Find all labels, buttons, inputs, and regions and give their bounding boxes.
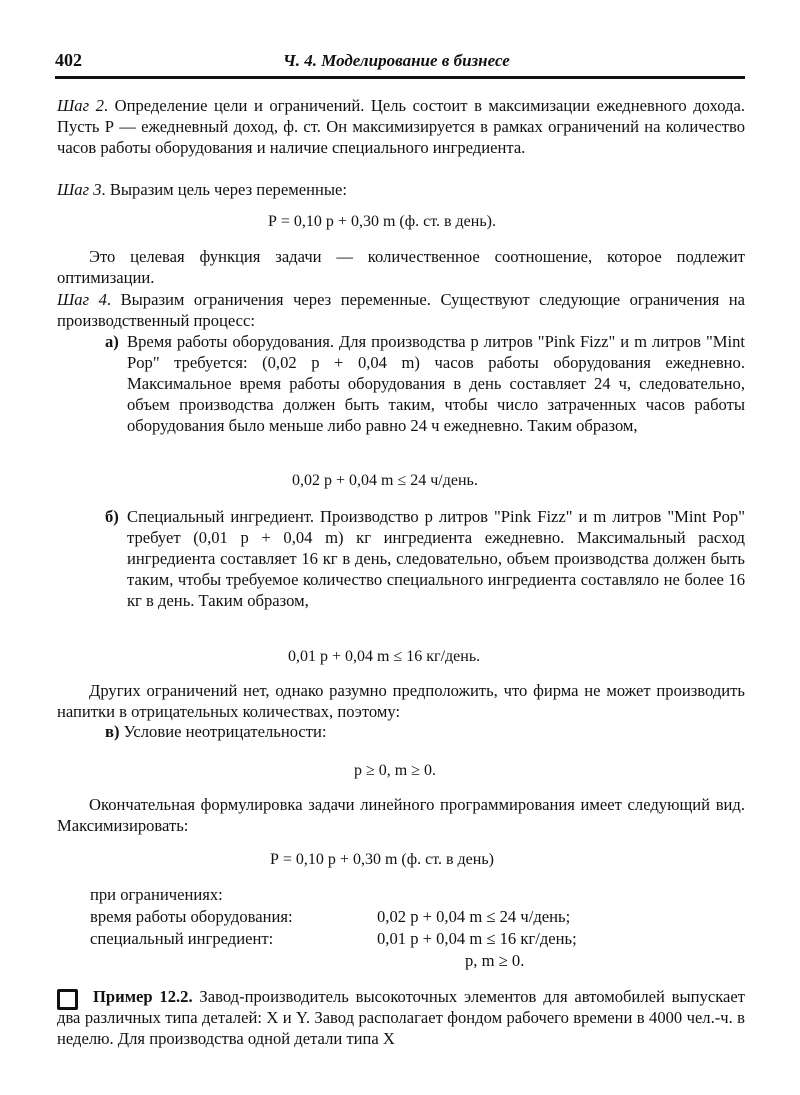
final-formulation-paragraph: Окончательная формулировка задачи линейного программирования имеет следующий вид. Максимизировать:	[57, 795, 745, 835]
item-a	[105, 331, 745, 436]
constraint-row-label: специальный ингредиент:	[90, 929, 274, 948]
constraints-intro: при ограничениях:	[90, 885, 223, 904]
item-b-marker: б)	[105, 507, 119, 526]
formula-equipment: 0,02 p + 0,04 m ≤ 24 ч/день.	[292, 472, 478, 489]
example-title: Пример 12.2.	[93, 987, 193, 1006]
page-header	[55, 50, 745, 79]
item-b	[105, 506, 745, 611]
formula-objective: Р = 0,10 p + 0,30 m (ф. ст. в день).	[268, 213, 496, 230]
example-text: Завод-производитель высокоточных элементов для автомобилей выпускает два различных типа деталей: X и Y. Завод располагает фондом рабочего времени в 4000 чел.-ч. в неделю. Для производства одной детали типа X	[57, 987, 745, 1048]
step2-paragraph	[57, 95, 745, 158]
step4-paragraph	[57, 289, 745, 331]
constraint-nonnegativity: р, m ≥ 0.	[465, 951, 525, 970]
step3-text: . Выразим цель через переменные:	[101, 180, 347, 199]
objective-explanation: Это целевая функция задачи — количественное соотношение, которое подлежит оптимизации.	[57, 247, 745, 287]
step2-label: Шаг 2	[57, 96, 104, 115]
formula-final-objective: Р = 0,10 р + 0,30 m (ф. ст. в день)	[270, 851, 494, 868]
step2-text: . Определение цели и ограничений. Цель состоит в максимизации ежедневного дохода. Пусть Р — ежедневный доход, ф. ст. Он максимизируется в рамках ограничений на количество часов работы оборудования и наличие специального ингредиента.	[57, 96, 745, 157]
item-c-text: Условие неотрицательности:	[123, 722, 327, 741]
constraint-row-expr: 0,01 р + 0,04 m ≤ 16 кг/день;	[377, 929, 577, 948]
item-c	[105, 721, 745, 742]
item-a-text: Время работы оборудования. Для производства р литров "Pink Fizz" и m литров "Mint Pop" требуется: (0,02 р + 0,04 m) часов работы оборудования ежедневно. Максимальное время работы оборудования в день составляет 24 ч, следовательно, объем производства должен быть таким, чтобы число затраченных часов работы оборудования было меньше либо равно 24 ч ежедневно. Таким образом,	[127, 332, 745, 435]
formula-ingredient: 0,01 р + 0,04 m ≤ 16 кг/день.	[288, 648, 481, 665]
constraint-row-label: время работы оборудования:	[90, 907, 293, 926]
item-a-marker: а)	[105, 332, 119, 351]
constraint-row-expr: 0,02 р + 0,04 m ≤ 24 ч/день;	[377, 907, 571, 926]
step3-label: Шаг 3	[57, 180, 102, 199]
item-b-text: Специальный ингредиент. Производство р литров "Pink Fizz" и m литров "Mint Pop" требует (0,01 р + 0,04 m) кг ингредиента ежедневно. Максимальный расход ингредиента составляет 16 кг в день, следовательно, объем производства должен быть таким, чтобы требуемое количество специального ингредиента составляло не более 16 кг в день. Таким образом,	[127, 507, 745, 610]
formula-nonnegativity: р ≥ 0, m ≥ 0.	[354, 762, 437, 779]
item-c-marker: в)	[105, 722, 120, 741]
step3-paragraph	[57, 179, 745, 200]
step4-label: Шаг 4	[57, 290, 107, 309]
page-number: 402	[55, 50, 82, 70]
example-paragraph	[57, 986, 745, 1049]
running-title: Ч. 4. Моделирование в бизнесе	[283, 51, 510, 70]
step4-text: . Выразим ограничения через переменные. Существуют следующие ограничения на производственный процесс:	[57, 290, 745, 330]
other-constraints-paragraph: Других ограничений нет, однако разумно предположить, что фирма не может производить напитки в отрицательных количествах, поэтому:	[57, 681, 745, 721]
